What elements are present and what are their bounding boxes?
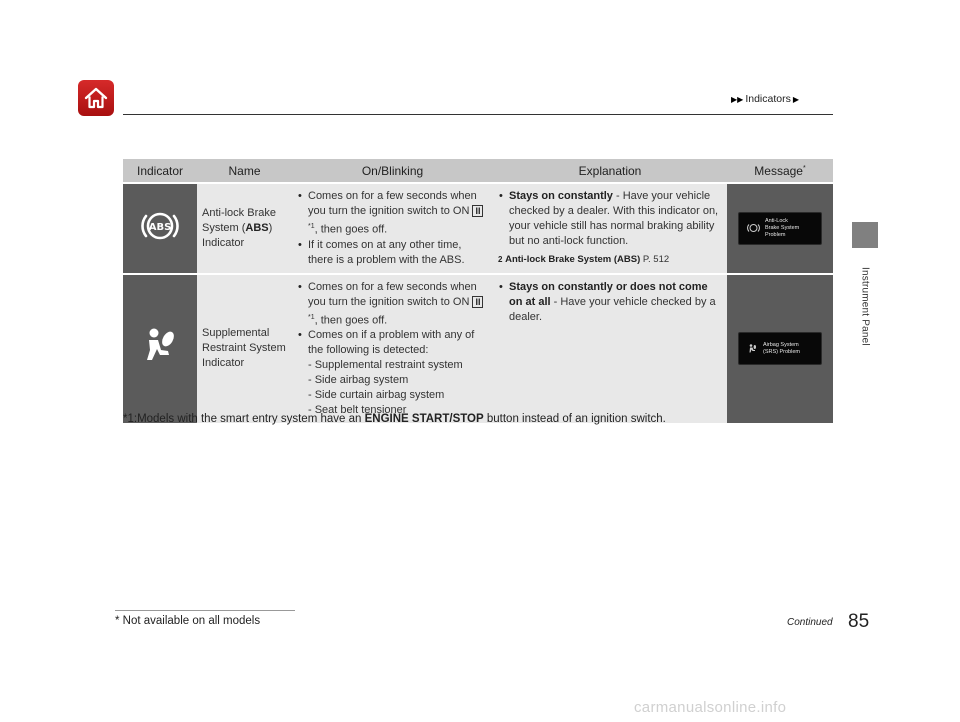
indicator-name: Supplemental Restraint System Indicator — [202, 327, 286, 370]
list-item: • Stays on constantly or does not come on at all - Have your vehicle checked by a dealer. — [498, 280, 722, 325]
column-header: Name — [197, 159, 292, 182]
sub-item: - Supplemental restraint system — [308, 359, 463, 372]
column-header: Explanation — [493, 159, 727, 182]
availability-note: * Not available on all models — [115, 615, 261, 627]
ignition-position-key: II — [472, 205, 483, 217]
name-cell — [197, 275, 292, 424]
section-tab-marker — [852, 222, 878, 248]
reference-arrow-icon: 2 — [498, 255, 503, 264]
breadcrumb-current[interactable]: Indicators — [745, 93, 791, 105]
list-item: • Comes on for a few seconds when you turn the ignition switch to ON II$^{*1}$, then goes off. — [297, 280, 488, 329]
srs-airbag-icon — [138, 324, 182, 368]
home-icon — [83, 85, 109, 111]
airbag-message-icon — [747, 343, 758, 354]
table-row — [123, 275, 833, 424]
column-header-label: Message — [754, 163, 803, 178]
message-text: Anti-Lock Brake System Problem — [765, 217, 800, 238]
footnote: *1:Models with the smart entry system have an ENGINE START/STOP button instead of an ignition switch. — [123, 413, 666, 425]
indicator-cell — [123, 184, 197, 273]
breadcrumb[interactable] — [731, 93, 799, 105]
home-button[interactable] — [78, 80, 114, 116]
indicator-name: Anti-lock Brake System ( — [202, 206, 276, 234]
name-cell — [197, 184, 292, 273]
sub-item: - Seat belt tensioner — [308, 404, 407, 417]
table-row — [123, 184, 833, 273]
section-tab-label: Instrument Panel — [859, 266, 871, 346]
ignition-position-key: II — [472, 296, 483, 308]
svg-text:ABS: ABS — [148, 221, 172, 233]
breadcrumb-arrow-icon: ▶▶ — [731, 94, 744, 104]
list-item: • Comes on if a problem with any of the following is detected: - Supplemental restraint system - Side airbag system - Side curtain airbag system - Seat belt tensioner — [297, 328, 488, 418]
message-cell — [727, 275, 833, 424]
indicator-table — [123, 157, 833, 425]
abs-message-icon — [747, 223, 760, 233]
explanation-cell — [493, 184, 727, 273]
page-number: 85 — [848, 611, 870, 632]
column-header: On/Blinking — [292, 159, 493, 182]
column-header — [727, 159, 833, 182]
message-cell — [727, 184, 833, 273]
on-blinking-cell — [292, 275, 493, 424]
column-header-mark: * — [802, 164, 806, 172]
breadcrumb-arrow-icon: ▶ — [792, 94, 799, 104]
column-header: Indicator — [123, 159, 197, 182]
list-item: • If it comes on at any other time, there is a problem with the ABS. — [297, 238, 488, 268]
table-header-row — [123, 159, 833, 182]
continued-label: Continued — [787, 617, 833, 628]
message-display — [738, 212, 822, 245]
list-item: • Comes on for a few seconds when you turn the ignition switch to ON II$^{*1}$, then goes off. — [297, 189, 488, 238]
on-blinking-cell — [292, 184, 493, 273]
sub-item: - Side curtain airbag system — [308, 389, 445, 402]
indicator-name-bold: ABS — [245, 221, 269, 234]
watermark: carmanualsonline.info — [634, 699, 787, 716]
header-rule — [123, 114, 833, 115]
abs-warning-icon — [138, 209, 182, 243]
page-reference-link[interactable]: 2 Anti-lock Brake System (ABS) P. 512 — [498, 254, 670, 265]
list-item: • Stays on constantly - Have your vehicle checked by a dealer. With this indicator on, your vehicle still has normal braking ability but no anti-lock function. — [498, 189, 722, 249]
message-display — [738, 332, 822, 365]
indicator-name-suffix: ) Indicator — [202, 221, 273, 249]
message-text: Airbag System (SRS) Problem — [763, 341, 800, 355]
indicator-cell — [123, 275, 197, 424]
explanation-cell — [493, 275, 727, 424]
sub-item: - Side airbag system — [308, 374, 409, 387]
